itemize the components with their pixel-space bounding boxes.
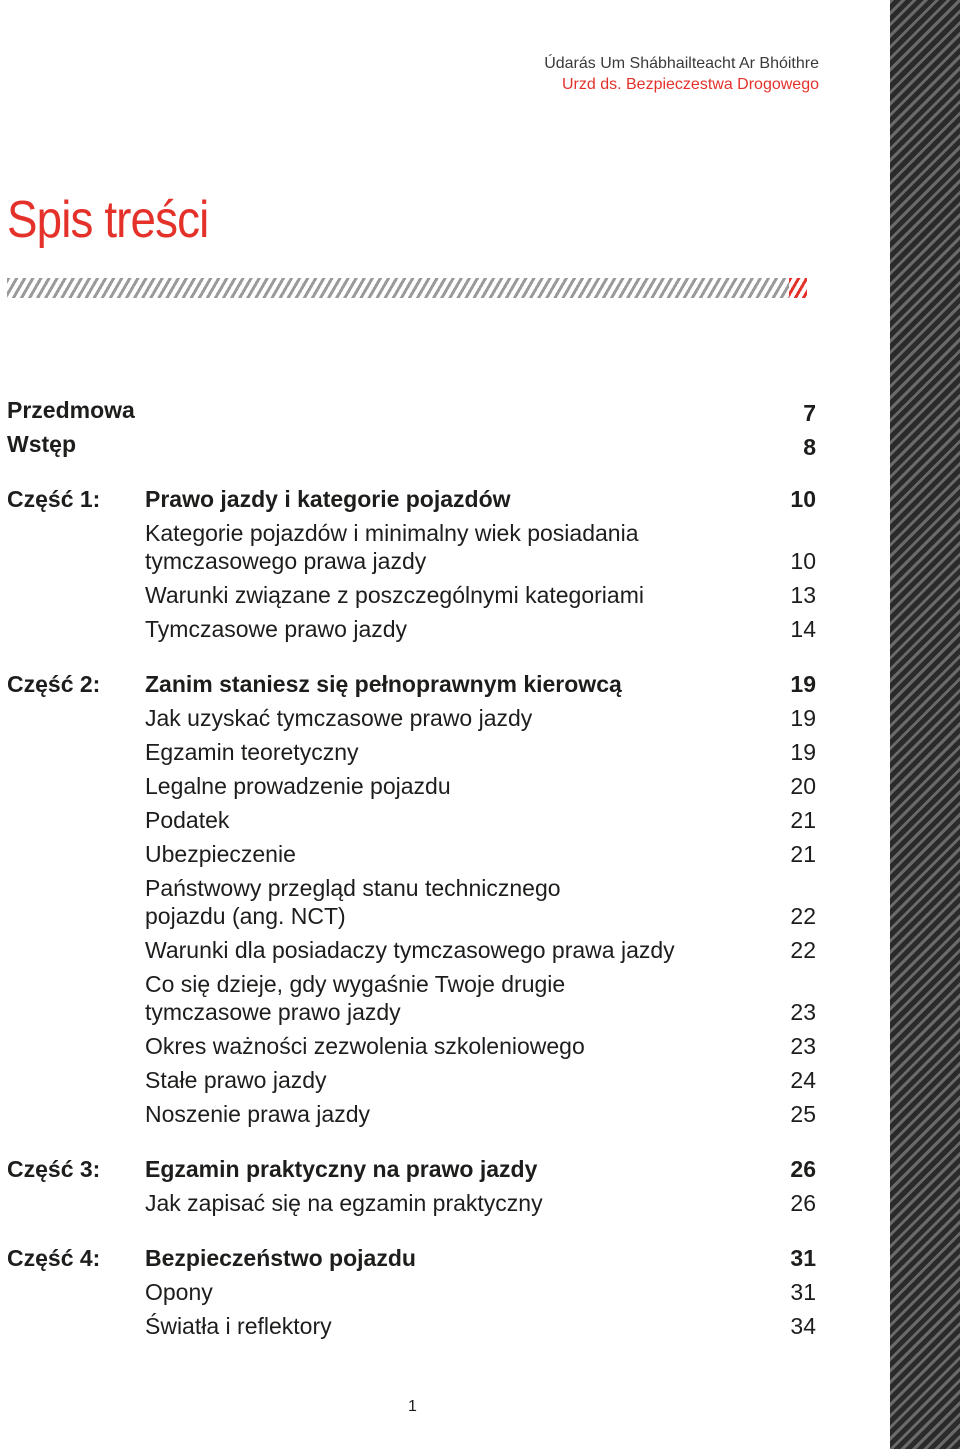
- toc-item-page: 24: [790, 1067, 816, 1093]
- toc-item[interactable]: [145, 1097, 816, 1131]
- toc-item-label: Światła i reflektory: [145, 1313, 332, 1339]
- toc-entry-preface[interactable]: [7, 393, 816, 427]
- toc-item-label: Podatek: [145, 807, 230, 833]
- toc-part-1: [7, 482, 816, 646]
- toc-item-page: 23: [790, 1033, 816, 1059]
- toc-item[interactable]: [145, 578, 816, 612]
- toc-item-page: 20: [790, 773, 816, 799]
- toc-item-label: Warunki związane z poszczególnymi kategoriami: [145, 582, 644, 608]
- toc-item-label: Legalne prowadzenie pojazdu: [145, 773, 451, 799]
- toc-entry-label: Wstęp: [7, 431, 76, 457]
- toc-item[interactable]: [145, 735, 816, 769]
- toc-item[interactable]: [145, 1186, 816, 1220]
- header-polish-name: Urzd ds. Bezpieczestwa Drogowego: [561, 76, 819, 93]
- toc-item-page: 21: [790, 841, 816, 867]
- toc-item[interactable]: [145, 1029, 816, 1063]
- toc-part-header[interactable]: [7, 1241, 816, 1275]
- toc-entry-introduction[interactable]: [7, 427, 816, 461]
- part-title: Zanim staniesz się pełnoprawnym kierowcą: [145, 671, 622, 697]
- part-number: Część 4:: [7, 1245, 101, 1271]
- toc-item-label: Egzamin teoretyczny: [145, 739, 359, 765]
- toc-entry-page: 7: [803, 400, 816, 426]
- toc-item-page: 34: [790, 1313, 816, 1339]
- part-number: Część 2:: [7, 671, 101, 697]
- toc-item[interactable]: [145, 1309, 816, 1343]
- toc-item[interactable]: [145, 803, 816, 837]
- page-header: [544, 53, 819, 95]
- toc-item-page: 25: [790, 1101, 816, 1127]
- toc-item-label: Opony: [145, 1279, 213, 1305]
- toc-item-page: 19: [790, 739, 816, 765]
- toc-part-2: [7, 667, 816, 1131]
- toc-entry-label: Przedmowa: [7, 397, 135, 423]
- toc-item[interactable]: [145, 701, 816, 735]
- toc-item-page: 26: [790, 1190, 816, 1216]
- decorative-side-band: [890, 0, 960, 1449]
- toc-item[interactable]: [145, 769, 816, 803]
- part-page: 26: [790, 1156, 816, 1182]
- toc-item[interactable]: [145, 612, 816, 646]
- page-number: 1: [408, 1398, 417, 1415]
- part-title: Prawo jazdy i kategorie pojazdów: [145, 486, 511, 512]
- toc-item-page: 13: [790, 582, 816, 608]
- part-number: Część 1:: [7, 486, 101, 512]
- toc-item-label: Ubezpieczenie: [145, 841, 296, 867]
- toc-item-page: 10: [790, 548, 816, 574]
- part-title: Egzamin praktyczny na prawo jazdy: [145, 1156, 538, 1182]
- toc-item-page: 22: [790, 903, 816, 929]
- toc-item-label: Jak zapisać się na egzamin praktyczny: [145, 1190, 543, 1216]
- header-irish-name: Údarás Um Shábhailteacht Ar Bhóithre: [544, 55, 819, 72]
- toc-item[interactable]: [145, 516, 816, 578]
- title-divider-accent: [789, 278, 807, 298]
- table-of-contents: [7, 393, 816, 1343]
- toc-item-label: Tymczasowe prawo jazdy: [145, 616, 408, 642]
- toc-item-page: 23: [790, 999, 816, 1025]
- toc-part-header[interactable]: [7, 482, 816, 516]
- toc-item[interactable]: [145, 967, 816, 1029]
- toc-item[interactable]: [145, 1275, 816, 1309]
- part-page: 31: [790, 1245, 816, 1271]
- toc-item[interactable]: [145, 933, 816, 967]
- toc-item-label: Okres ważności zezwolenia szkoleniowego: [145, 1033, 585, 1059]
- part-title: Bezpieczeństwo pojazdu: [145, 1245, 416, 1271]
- toc-item-label: Co się dzieje, gdy wygaśnie Twoje drugie tymczasowe prawo jazdy: [145, 971, 566, 1025]
- toc-item-label: Warunki dla posiadaczy tymczasowego prawa jazdy: [145, 937, 675, 963]
- part-page: 10: [790, 486, 816, 512]
- toc-entry-page: 8: [803, 434, 816, 460]
- toc-item[interactable]: [145, 1063, 816, 1097]
- part-page: 19: [790, 671, 816, 697]
- toc-item-label: Stałe prawo jazdy: [145, 1067, 327, 1093]
- toc-item[interactable]: [145, 871, 816, 933]
- toc-item-label: Noszenie prawa jazdy: [145, 1101, 371, 1127]
- toc-item-page: 14: [790, 616, 816, 642]
- toc-item-label: Kategorie pojazdów i minimalny wiek posiadania tymczasowego prawa jazdy: [145, 520, 639, 574]
- toc-item-page: 31: [790, 1279, 816, 1305]
- toc-part-header[interactable]: [7, 667, 816, 701]
- toc-part-header[interactable]: [7, 1152, 816, 1186]
- toc-item-page: 22: [790, 937, 816, 963]
- toc-item-label: Jak uzyskać tymczasowe prawo jazdy: [145, 705, 533, 731]
- toc-item-label: Państwowy przegląd stanu technicznego pojazdu (ang. NCT): [145, 875, 561, 929]
- part-number: Część 3:: [7, 1156, 101, 1182]
- page-title: Spis treści: [7, 191, 209, 249]
- toc-part-3: [7, 1152, 816, 1220]
- toc-item[interactable]: [145, 837, 816, 871]
- toc-item-page: 19: [790, 705, 816, 731]
- title-divider: [7, 278, 807, 298]
- toc-part-4: [7, 1241, 816, 1343]
- toc-item-page: 21: [790, 807, 816, 833]
